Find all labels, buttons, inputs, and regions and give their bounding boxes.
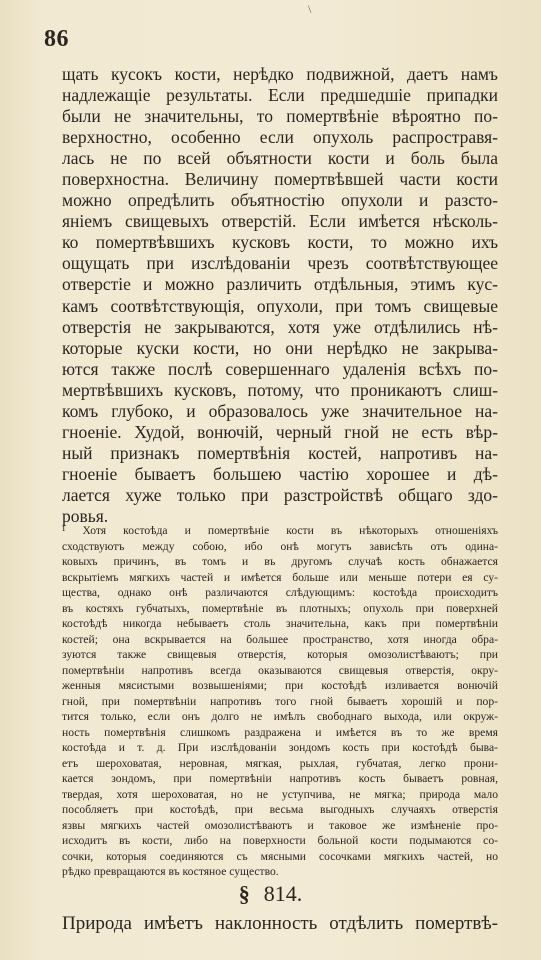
footnote-line: рѣдко превращаются въ костяное существо. (62, 865, 279, 878)
text-line: ровья. (62, 505, 109, 526)
footnote-line: ¹ Хотя костоѣда и помертвѣніе кости въ нѣкоторыхъ отношеніяхъ (62, 524, 498, 537)
section-symbol: § (238, 881, 250, 906)
footnote-line: пособляетъ при костоѣдѣ, при весьма выгодныхъ случаяхъ отверстія (62, 803, 498, 816)
text-line: отверстія не закрываются, хотя уже отдѣлились нѣ- (62, 316, 498, 337)
text-line: были не значительны, то помертвѣніе вѣроятно по- (62, 106, 498, 127)
page-mark: \ (308, 2, 312, 16)
continuation-line: Природа имѣетъ наклонность отдѣлить помертвѣ- (62, 913, 498, 934)
text-line: ощущать при изслѣдованіи чрезъ соотвѣтствующее (62, 253, 498, 274)
page-number: 86 (44, 26, 69, 52)
text-line: яніемъ свищевыхъ отверстій. Если имѣется нѣсколь- (62, 211, 498, 232)
footnote-line: етъ шероховатая, неровная, мягкая, рыхлая, губчатая, легко прони- (62, 756, 498, 770)
text-line: поверхностна. Величину помертвѣвшей части кости (62, 169, 498, 190)
footnote-line: костоѣдѣ никогда небываетъ столь значительна, какъ при помертвѣніи (62, 617, 498, 630)
footnote-line: гной, при помертвѣніи напротивъ того гной бываетъ хорошій и пор- (62, 694, 498, 708)
text-line: мертвѣвшихъ кусковъ, потому, что проникаютъ слиш- (62, 379, 498, 400)
text-line: которые куски кости, но они нерѣдко не закрыва- (62, 337, 498, 358)
footnote-line: костоѣда и т. д. При изслѣдованіи зондомъ кость при костоѣдѣ быва- (62, 741, 498, 754)
section-number: 814. (263, 881, 303, 906)
footnote-line: вскрытіемъ мягкихъ частей и имѣется больше или меньше потери ея су- (62, 570, 498, 584)
footnote-line: помертвѣніи напротивъ всегда оказываются свищевыя отверстія, окру- (62, 663, 498, 677)
footnote-line: щества, однако онѣ различаются слѣдующимъ: костоѣда происходитъ (62, 586, 498, 599)
text-line: ный признакъ помертвѣнія костей, напротивъ на- (62, 442, 498, 463)
footnote-line: ковыхъ причинъ, въ томъ и въ другомъ случаѣ кость обнажается (62, 555, 498, 568)
footnote-line: въ костяхъ губчатыхъ, помертвѣніе въ плотныхъ; опухоль при поверхней (62, 601, 498, 615)
continuation-block (62, 912, 498, 936)
footnote-line: кается зондомъ, при помертвѣніи напротивъ кость бываетъ ровная, (62, 772, 498, 785)
footnote-line: костей; она вскрывается на большее пространство, хотя иногда обра- (62, 632, 498, 646)
footnote-line: сочки, которыя соединяются съ мясными сосочками мягкихъ частей, но (62, 849, 498, 863)
text-line: верхностно, особенно если опухоль распростравя- (62, 127, 498, 148)
footnote-line: женныя мясистыми возвышеніями; при костоѣдѣ изливается вонючій (62, 679, 498, 692)
footnote-line: язвы мягкихъ частей омозолистѣваютъ и таковое же измѣненіе про- (62, 818, 498, 832)
text-line: отверстіе и можно различить отдѣльныя, этимъ кус- (62, 274, 498, 295)
text-line: ются также послѣ совершеннаго удаленія всѣхъ по- (62, 358, 498, 379)
text-line: комъ глубоко, и образовалось уже значительное на- (62, 400, 498, 421)
text-line: лается хуже только при разстройствѣ общаго здо- (62, 484, 498, 505)
text-line: гноеніе бываетъ большею частію хорошее и дѣ- (62, 463, 498, 484)
text-line: гноеніе. Худой, вонючій, черный гной не есть вѣр- (62, 421, 498, 442)
footnote-line: исходитъ въ кости, либо на поверхности больной кости подымаются со- (62, 834, 498, 847)
footnote-line: ность помертвѣнія слишкомъ раздражена и имѣется въ то же время (62, 725, 498, 739)
text-line: камъ соотвѣтствующія, опухоли, при томъ свищевые (62, 295, 498, 316)
footnote-block (62, 523, 498, 880)
text-line: можно опредѣлить объятностію опухоли и разсто- (62, 190, 498, 211)
text-line: ко помертвѣвшихъ кусковъ кости, то можно ихъ (62, 232, 498, 253)
text-line: щать кусокъ кости, нерѣдко подвижной, даетъ намъ (62, 64, 498, 84)
footnote-line: сходствуютъ между собою, ибо онѣ могутъ зависѣть отъ одина- (62, 539, 498, 553)
footnote-line: тится только, если онъ долго не имѣлъ свободнаго выхода, или окруж- (62, 710, 498, 723)
section-heading (0, 881, 541, 907)
footnote-line: зуются также свищевыя отверстія, которыя омозолистѣваютъ; при (62, 648, 498, 661)
text-line: надлежащіе результаты. Если предшедшіе припадки (62, 85, 498, 106)
text-line: лась не по всей объятности кости и боль была (62, 148, 498, 169)
footnote-line: твердая, хотя шероховатая, но не уступчива, не мягка; природа мало (62, 787, 498, 801)
main-text-block (62, 64, 498, 527)
